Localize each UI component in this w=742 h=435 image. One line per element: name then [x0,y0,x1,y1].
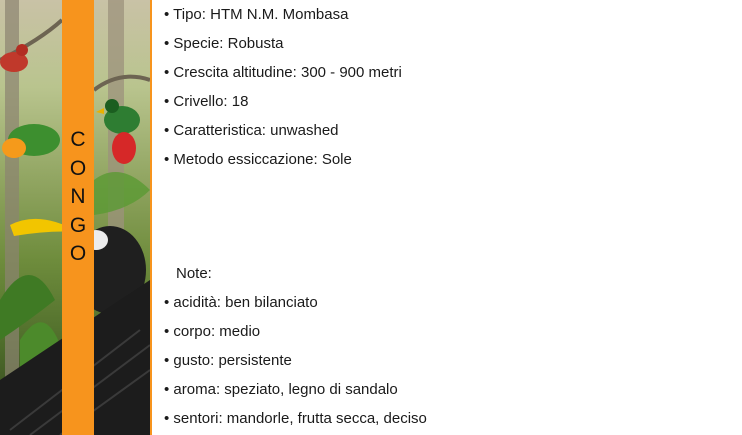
spec-caratteristica: • Caratteristica: unwashed [164,116,402,145]
spec-crivello: • Crivello: 18 [164,87,402,116]
note-corpo: • corpo: medio [164,317,427,346]
origin-name-vertical [62,126,94,269]
panel-edge [150,0,152,435]
origin-letter: C [70,128,86,151]
notes-title: Note: [176,265,212,282]
note-acidita: • acidità: ben bilanciato [164,288,427,317]
spec-essiccazione: • Metodo essiccazione: Sole [164,145,402,174]
origin-letter: O [69,242,87,265]
spec-altitude: • Crescita altitudine: 300 - 900 metri [164,58,402,87]
spec-specie: • Specie: Robusta [164,29,402,58]
spec-list [164,0,402,174]
note-aroma: • aroma: speziato, legno di sandalo [164,375,427,404]
note-gusto: • gusto: persistente [164,346,427,375]
note-sentori: • sentori: mandorle, frutta secca, deciso [164,404,427,433]
notes-list [164,288,427,433]
spec-tipo: • Tipo: HTM N.M. Mombasa [164,0,402,29]
origin-letter: G [69,213,87,237]
origin-letter: N [70,185,86,208]
origin-letter: O [69,156,87,180]
